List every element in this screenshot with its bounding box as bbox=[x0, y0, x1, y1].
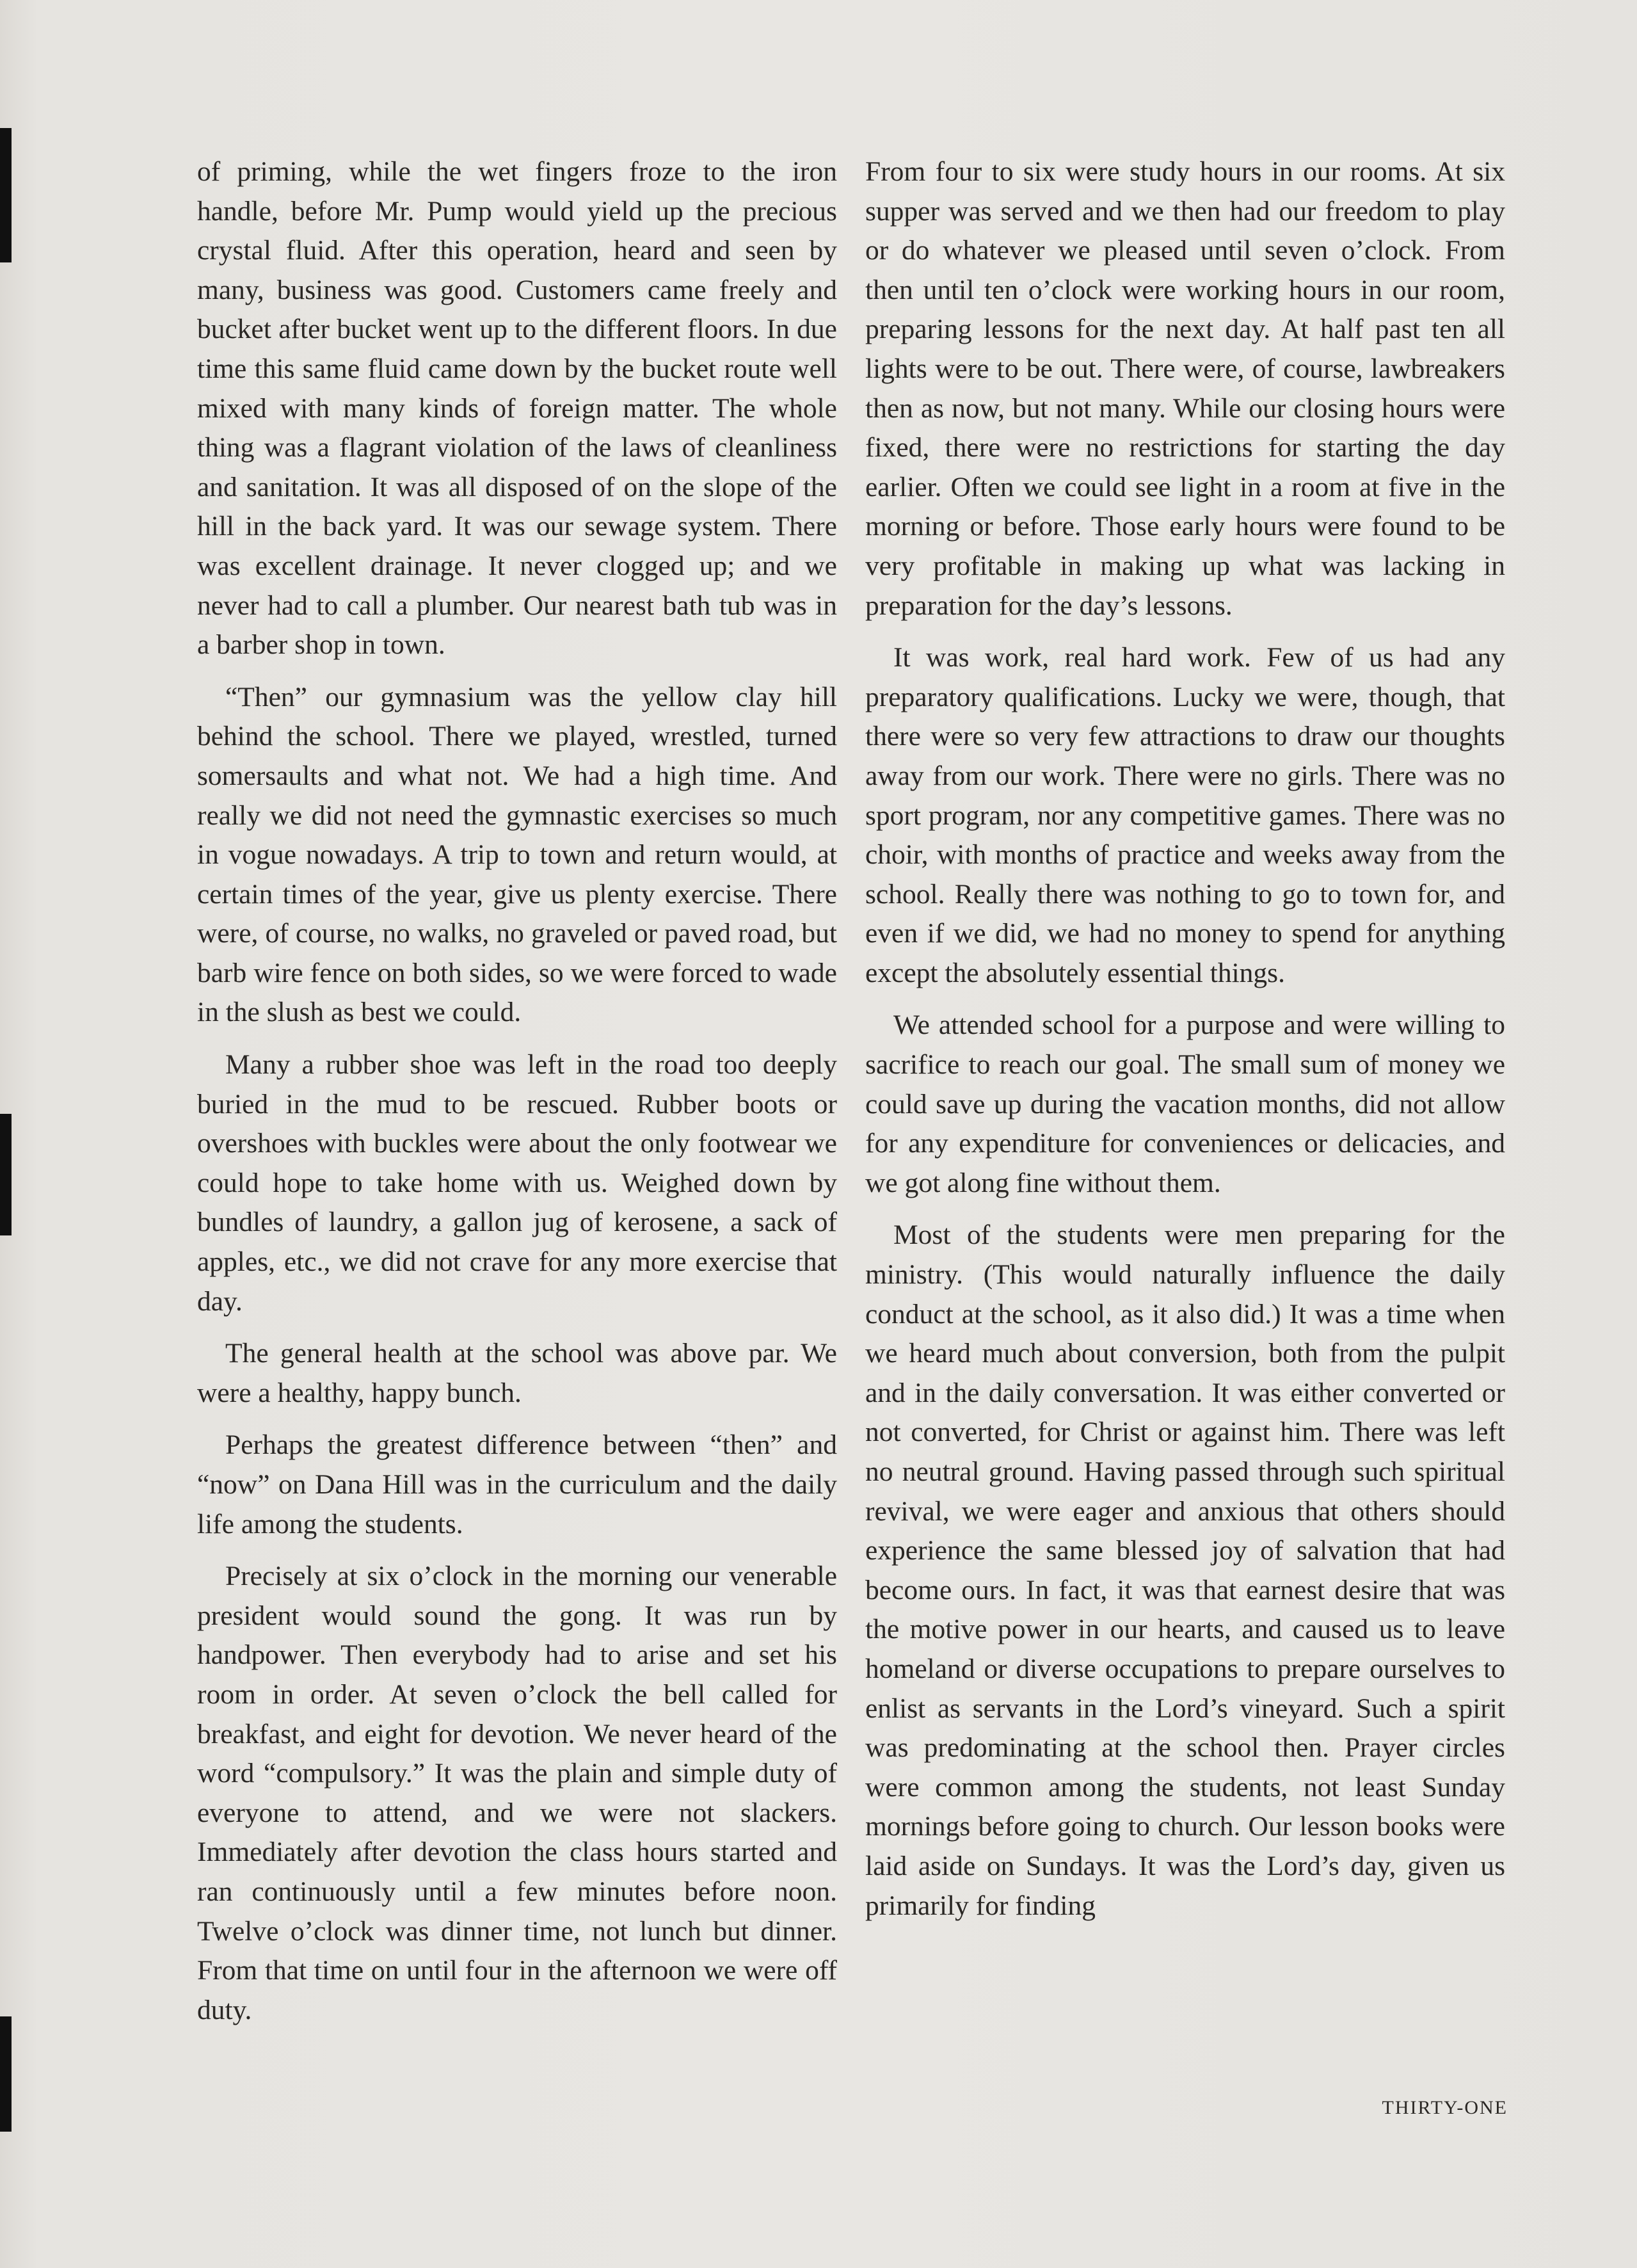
paragraph: Perhaps the greatest difference between “then” and “now” on Dana Hill was in the curriculum and the daily life among the students. bbox=[197, 1429, 837, 1540]
left-column bbox=[197, 152, 837, 2043]
paragraph: We attended school for a purpose and were willing to sacrifice to reach our goal. The small sum of money we could save up during the vacation months, did not allow for any expenditure for conveniences or delicacies, and we got along fine without them. bbox=[865, 1009, 1505, 1198]
paragraph: “Then” our gymnasium was the yellow clay hill behind the school. There we played, wrestled, turned somersaults and what not. We had a high time. And really we did not need the gymnastic exercises so much in vogue nowadays. A trip to town and return would, at certain times of the year, give us plenty exercise. There were, of course, no walks, no graveled or paved road, but barb wire fence on both sides, so we were forced to wade in the slush as best we could. bbox=[197, 681, 837, 1028]
paragraph: It was work, real hard work. Few of us had any preparatory qualifications. Lucky we were, though, that there were so very few attractions to draw our thoughts away from our work. There were no girls. There was no sport program, nor any competitive games. There was no choir, with months of practice and weeks away from the school. Really there was nothing to go to town for, and even if we did, we had no money to spend for anything except the absolutely essential things. bbox=[865, 642, 1505, 988]
binding-mark bbox=[0, 128, 12, 262]
right-column bbox=[865, 152, 1505, 1938]
paragraph: Precisely at six o’clock in the morning our venerable president would sound the gong. It was run by handpower. Then everybody had to arise and set his room in order. At seven o’clock the bell called for breakfast, and eight for devotion. We never heard of the word “compulsory.” It was the plain and simple duty of everyone to attend, and we were not slackers. Immediately after devotion the class hours started and ran continuously until a few minutes before noon. Twelve o’clock was dinner time, not lunch but dinner. From that time on until four in the afternoon we were off duty. bbox=[197, 1561, 837, 2025]
page-number: THIRTY-ONE bbox=[1382, 2097, 1508, 2118]
binding-mark bbox=[0, 2016, 12, 2132]
paragraph: Most of the students were men preparing for the ministry. (This would naturally influence the daily conduct at the school, as it also did.) It was a time when we heard much about conversion, both from the pulpit and in the daily conversation. It was either converted or not converted, for Christ or against him. There was left no neutral ground. Having passed through such spiritual revival, we were eager and anxious that others should experience the same blessed joy of salvation that had become ours. In fact, it was that earnest desire that was the motive power in our hearts, and caused us to leave homeland or diverse occupations to prepare ourselves to enlist as servants in the Lord’s vineyard. Such a spirit was predominating at the school then. Prayer circles were common among the students, not least Sunday mornings before going to church. Our lesson books were laid aside on Sundays. It was the Lord’s day, given us primarily for finding bbox=[865, 1219, 1505, 1921]
paragraph: The general health at the school was above par. We were a healthy, happy bunch. bbox=[197, 1338, 837, 1408]
paragraph: of priming, while the wet fingers froze to the iron handle, before Mr. Pump would yield up the precious crystal fluid. After this operation, heard and seen by many, business was good. Customers came freely and bucket after bucket went up to the different floors. In due time this same fluid came down by the bucket route well mixed with many kinds of foreign matter. The whole thing was a flagrant violation of the laws of cleanliness and sanitation. It was all disposed of on the slope of the hill in the back yard. It was our sewage system. There was excellent drainage. It never clogged up; and we never had to call a plumber. Our nearest bath tub was in a barber shop in town. bbox=[197, 156, 837, 661]
binding-mark bbox=[0, 1114, 12, 1235]
paragraph: Many a rubber shoe was left in the road too deeply buried in the mud to be rescued. Rubber boots or overshoes with buckles were about the only footwear we could hope to take home with us. Weighed down by bundles of laundry, a gallon jug of kerosene, a sack of apples, etc., we did not crave for any more exercise that day. bbox=[197, 1049, 837, 1317]
paragraph: From four to six were study hours in our rooms. At six supper was served and we then had our freedom to play or do whatever we pleased until seven o’clock. From then until ten o’clock were working hours in our room, preparing lessons for the next day. At half past ten all lights were to be out. There were, of course, lawbreakers then as now, but not many. While our closing hours were fixed, there were no restrictions for starting the day earlier. Often we could see light in a room at five in the morning or before. Those early hours were found to be very profitable in making up what was lacking in preparation for the day’s lessons. bbox=[865, 156, 1505, 621]
